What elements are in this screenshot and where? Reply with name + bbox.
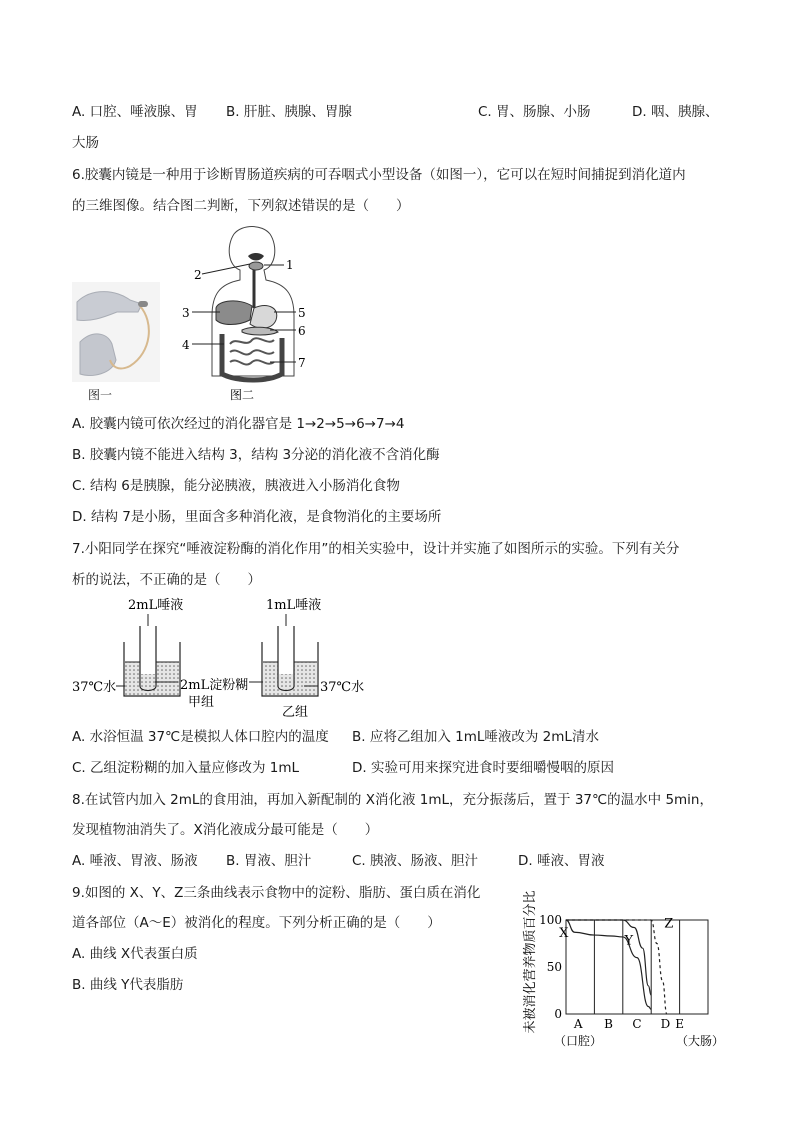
chart-category-label: B [604, 1017, 614, 1031]
q7-option-b: B. 应将乙组加入 1mL唾液改为 2mL清水 [352, 729, 599, 745]
figure-2-caption: 图二 [230, 388, 255, 402]
chart-y-axis-label: 未被消化营养物质百分比 [523, 890, 538, 1034]
right-saliva-label: 1mL唾液 [266, 598, 322, 613]
q8-option-b: B. 胃液、胆汁 [226, 853, 312, 869]
chart-series-line-y [566, 920, 651, 995]
label-3: 3 [182, 306, 190, 320]
figure-1-capsule-photo [72, 282, 160, 402]
q7-option-c: C. 乙组淀粉糊的加入量应修改为 1mL [72, 760, 300, 776]
figure-2-digestive-system [178, 226, 318, 404]
label-7: 7 [298, 356, 306, 370]
label-4: 4 [182, 338, 190, 352]
q5-option-d-continued: 大肠 [72, 135, 99, 151]
group-a-label: 甲组 [188, 695, 215, 710]
figure-1-caption: 图一 [88, 388, 113, 402]
chart-category-label: C [632, 1017, 642, 1031]
left-water-label: 37℃水 [72, 680, 117, 695]
q7-option-a: A. 水浴恒温 37℃是模拟人体口腔内的温度 [72, 729, 329, 745]
chart-y-tick-label: 100 [539, 913, 562, 927]
chart-series-label-y: Y [624, 933, 634, 949]
q8-stem-line1: 8.在试管内加入 2mL的食用油，再加入新配制的 X消化液 1mL，充分振荡后，置于 37℃的温水中 5min， [72, 792, 713, 808]
q8-option-a: A. 唾液、胃液、肠液 [72, 853, 198, 869]
chart-series-line-x [566, 920, 651, 1009]
left-saliva-label: 2mL唾液 [128, 598, 184, 613]
chart-sublabel-large-intestine: （大肠） [675, 1034, 725, 1048]
chart-category-label: E [675, 1017, 684, 1031]
chart-y-tick-label: 0 [554, 1007, 562, 1021]
q7-stem-line1: 7.小阳同学在探究“唾液淀粉酶的消化作用”的相关实验中，设计并实施了如图所示的实验。下列有关分 [72, 541, 680, 557]
q5-option-d: D. 咽、胰腺、 [632, 104, 719, 120]
chart-x-categories [573, 1017, 684, 1031]
q6-option-a: A. 胶囊内镜可依次经过的消化器官是 1→2→5→6→7→4 [72, 416, 405, 432]
q8-option-d: D. 唾液、胃液 [518, 853, 605, 869]
group-b-label: 乙组 [282, 705, 309, 720]
chart-y-tick-label: 50 [546, 960, 562, 974]
starch-paste-label: 2mL淀粉糊 [180, 678, 249, 693]
chart-sublabel-oral: （口腔） [553, 1034, 603, 1048]
label-5: 5 [298, 306, 306, 320]
q6-stem-line1: 6.胶囊内镜是一种用于诊断胃肠道疾病的可吞咽式小型设备（如图一），它可以在短时间捕捉到消化道内 [72, 167, 686, 183]
figure-q7-beakers [68, 592, 378, 720]
chart-category-label: A [573, 1017, 583, 1031]
q9-option-b: B. 曲线 Y代表脂肪 [72, 977, 184, 993]
q6-option-d: D. 结构 7是小肠，里面含多种消化液，是食物消化的主要场所 [72, 509, 442, 525]
q8-option-c: C. 胰液、肠液、胆汁 [352, 853, 479, 869]
q6-option-b: B. 胶囊内镜不能进入结构 3，结构 3分泌的消化液不含消化酶 [72, 447, 440, 463]
label-2: 2 [194, 268, 202, 282]
q9-stem-line1: 9.如图的 X、Y、Z三条曲线表示食物中的淀粉、脂肪、蛋白质在消化 [72, 885, 481, 901]
chart-series-label-z: Z [664, 916, 674, 932]
right-water-label: 37℃水 [320, 680, 365, 695]
q6-option-c: C. 结构 6是胰腺，能分泌胰液，胰液进入小肠消化食物 [72, 478, 400, 494]
chart-series-label-x: X [559, 926, 569, 942]
q9-option-a: A. 曲线 X代表蛋白质 [72, 946, 198, 962]
q7-option-d: D. 实验可用来探究进食时要细嚼慢咽的原因 [352, 760, 614, 776]
q5-option-b: B. 肝脏、胰腺、胃腺 [226, 104, 352, 120]
q9-stem-line2: 道各部位（A～E）被消化的程度。下列分析正确的是（ ） [72, 915, 441, 931]
chart-category-label: D [660, 1017, 671, 1031]
label-6: 6 [298, 324, 306, 338]
q5-option-c: C. 胃、肠腺、小肠 [478, 104, 591, 120]
q8-stem-line2: 发现植物油消失了。X消化液成分最可能是（ ） [72, 822, 379, 838]
chart-series-group [559, 917, 673, 1014]
q6-stem-line2: 的三维图像。结合图二判断，下列叙述错误的是（ ） [72, 198, 410, 214]
q7-stem-line2: 析的说法，不正确的是（ ） [72, 572, 261, 588]
label-1: 1 [286, 258, 294, 272]
digestion-chart [516, 880, 726, 1052]
q5-option-a: A. 口腔、唾液腺、胃 [72, 104, 198, 120]
